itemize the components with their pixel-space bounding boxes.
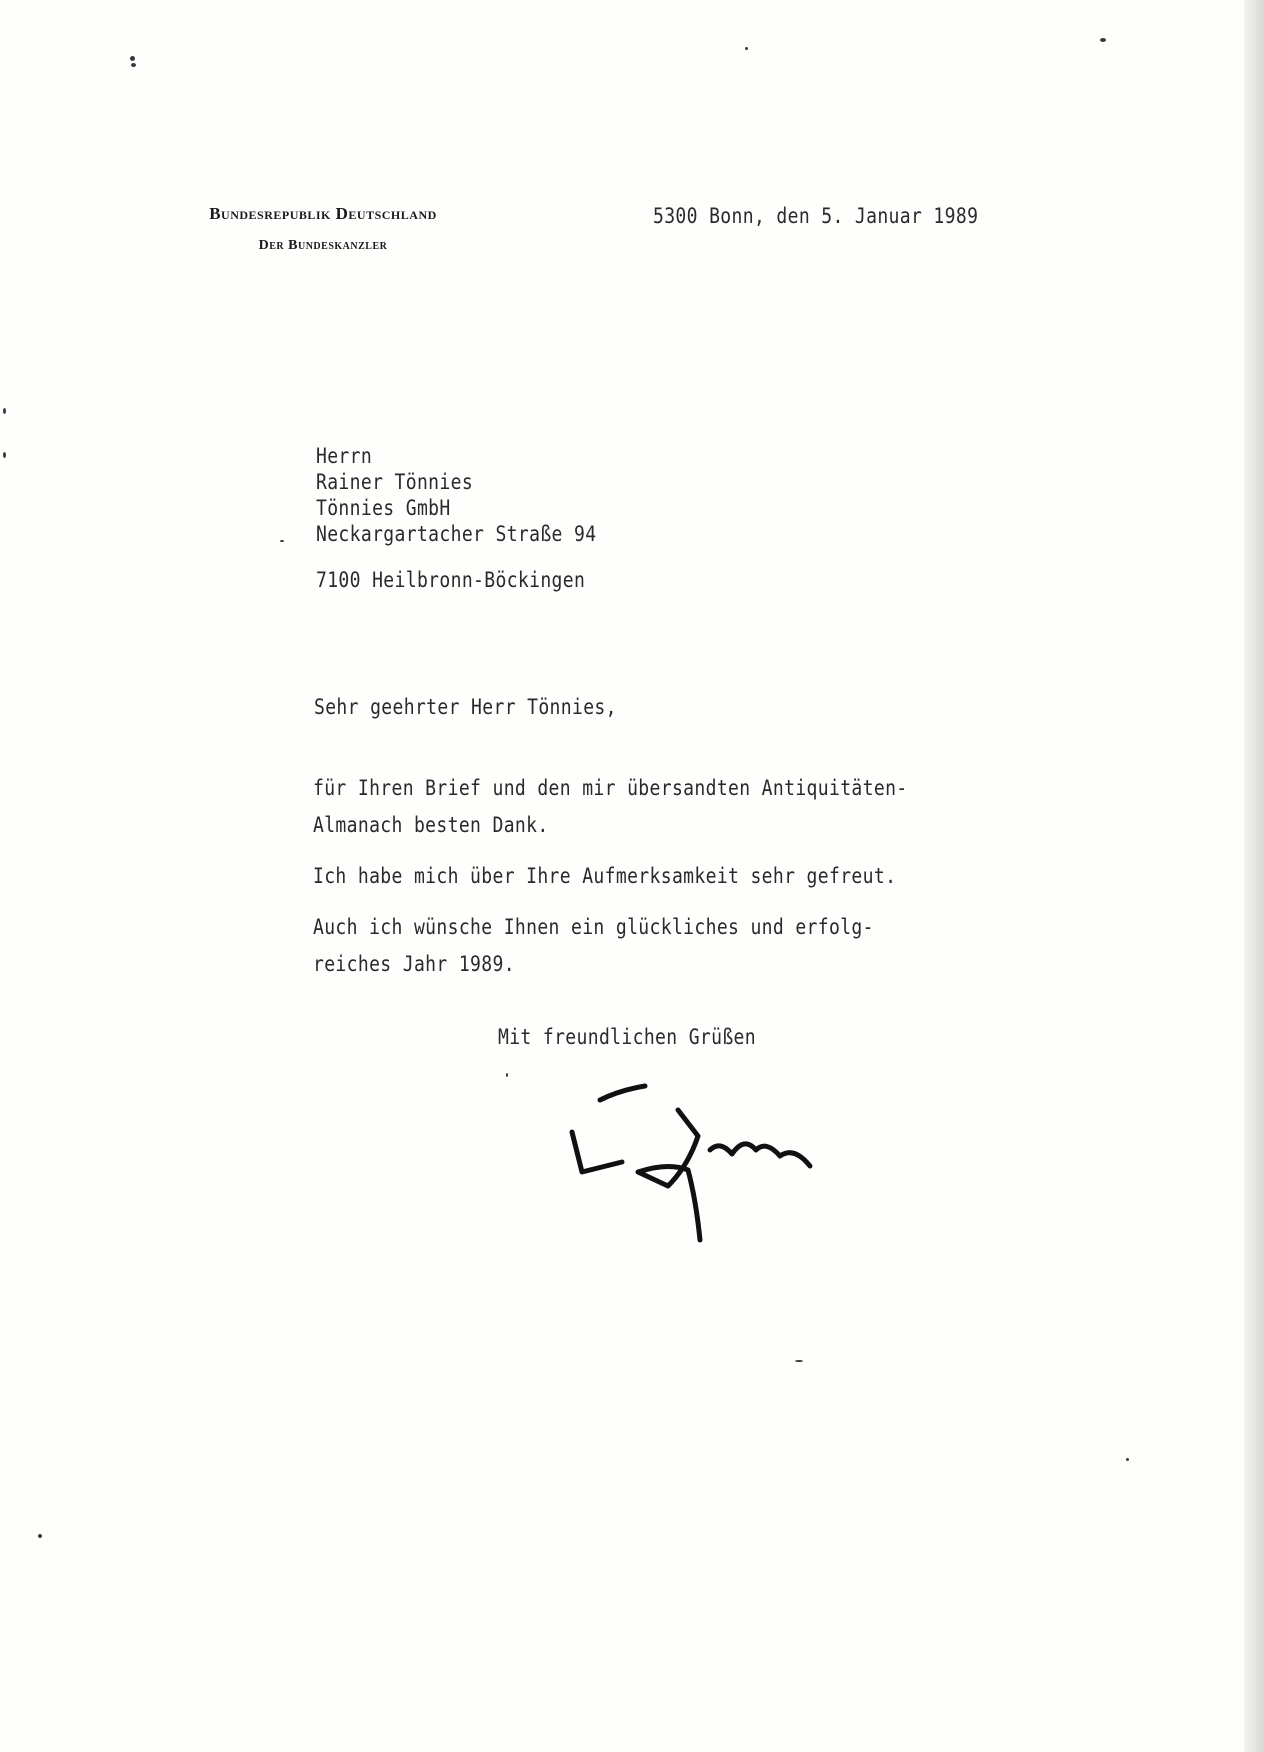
body-paragraph-3-line-2: reiches Jahr 1989. [313, 952, 515, 976]
scan-speck [131, 63, 136, 67]
recipient-street: Neckargartacher Straße 94 [316, 522, 597, 546]
paper-edge-shadow [1244, 0, 1264, 1752]
scan-speck [38, 1534, 42, 1538]
recipient-city: 7100 Heilbronn-Böckingen [316, 568, 586, 592]
scan-speck [795, 1360, 803, 1362]
letterhead-office: Der Bundeskanzler [258, 238, 388, 253]
date-line: 5300 Bonn, den 5. Januar 1989 [653, 204, 979, 228]
body-paragraph-1-line-2: Almanach besten Dank. [313, 813, 549, 837]
signature-stroke [638, 1110, 700, 1240]
scan-speck [3, 452, 6, 458]
scan-speck [1126, 1458, 1129, 1461]
handwritten-signature [560, 1070, 830, 1250]
body-paragraph-2: Ich habe mich über Ihre Aufmerksamkeit sehr gefreut. [313, 864, 897, 888]
letterhead-country: Bundesrepublik Deutschland [209, 204, 437, 223]
scan-speck [3, 408, 6, 414]
recipient-address [316, 443, 596, 593]
signature-stroke [600, 1086, 645, 1100]
salutation: Sehr geehrter Herr Tönnies, [314, 695, 617, 719]
closing: Mit freundlichen Grüßen [498, 1025, 756, 1049]
recipient-name: Rainer Tönnies [316, 470, 474, 494]
letterhead [118, 204, 528, 256]
recipient-company: Tönnies GmbH [316, 496, 451, 520]
letter-body [313, 770, 908, 983]
body-paragraph-1-line-1: für Ihren Brief und den mir übersandten Antiquitäten- [313, 776, 908, 800]
recipient-title: Herrn [316, 444, 373, 468]
body-paragraph-3-line-1: Auch ich wünsche Ihnen ein glückliches und erfolg- [313, 915, 874, 939]
scan-speck [1100, 38, 1106, 42]
scan-speck [280, 540, 284, 542]
signature-stroke [710, 1144, 810, 1166]
scan-speck [745, 47, 748, 50]
scan-speck [130, 56, 135, 61]
signature-stroke [572, 1132, 622, 1172]
scan-speck [506, 1073, 508, 1077]
